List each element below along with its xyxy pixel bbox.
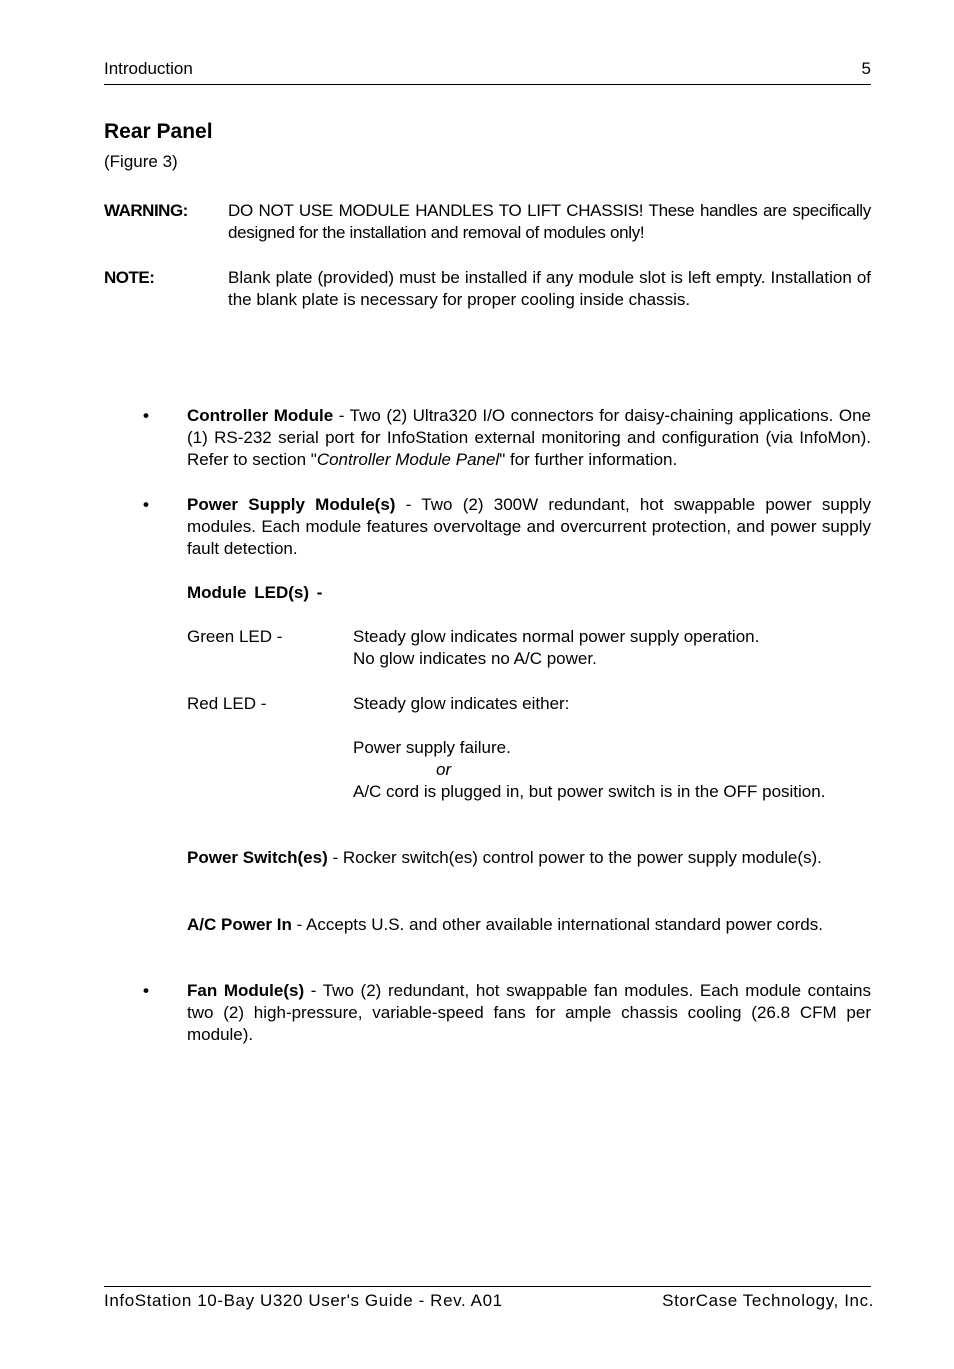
bullet-controller: • [143,406,149,425]
running-header-section: Introduction [104,59,193,78]
ac-power-text: - Accepts U.S. and other available international standard power cords. [291,915,823,934]
power-switch-text: - Rocker switch(es) control power to the power supply module(s). [327,848,822,867]
controller-module-paragraph [187,405,871,471]
fan-module-paragraph [187,980,871,1046]
footer-rule [104,1286,871,1287]
module-leds-heading: Module LED(s) - [187,583,323,602]
controller-module-term: Controller Module [187,406,334,425]
ac-power-paragraph [187,914,871,936]
controller-module-panel-ref: Controller Module Panel [316,450,500,469]
warning-text: DO NOT USE MODULE HANDLES TO LIFT CHASSIS! These handles are specifically designed for the installation and removal of modules only! [228,201,871,242]
note-text: Blank plate (provided) must be installed if any module slot is left empty. Installation of the blank plate is necessary for proper cooling inside chassis. [228,268,871,309]
section-title: Rear Panel [104,120,213,143]
green-led-line1: Steady glow indicates normal power supply operation. [353,627,760,646]
red-led-or: or [436,760,452,779]
red-led-option2: A/C cord is plugged in, but power switch is in the OFF position. [353,782,826,801]
bullet-fan: • [143,981,149,1000]
fan-module-text: - Two (2) redundant, hot swappable fan modules. Each module contains two (2) high-pressure, variable-speed fans for ample chassis cooling (26.8 CFM per module). [187,981,871,1044]
power-switch-term: Power Switch(es) [187,848,328,867]
fan-module-term: Fan Module(s) [187,981,305,1000]
red-led-label: Red LED - [187,694,267,713]
note-label: NOTE: [104,268,155,287]
bullet-power-supply: • [143,495,149,514]
warning-label: WARNING: [104,201,188,220]
power-supply-term: Power Supply Module(s) [187,495,396,514]
page-number: 5 [861,59,871,78]
green-led-label: Green LED - [187,627,283,646]
power-supply-text: - Two (2) 300W redundant, hot swappable power supply modules. Each module features overvoltage and overcurrent protection, and power supply fault detection. [187,495,872,558]
controller-module-text-a: - Two (2) Ultra320 I/O connectors for daisy-chaining applications. One (1) RS-232 serial port for InfoStation external monitoring and configuration (via InfoMon). Refer to section " [187,406,871,469]
green-led-line2: No glow indicates no A/C power. [353,649,597,668]
red-led-option1: Power supply failure. [353,738,511,757]
footer-company: StorCase Technology, Inc. [662,1291,874,1310]
power-switch-paragraph [187,847,871,869]
power-supply-paragraph [187,494,871,560]
footer-guide-title: InfoStation 10-Bay U320 User's Guide - Rev. A01 [104,1291,503,1310]
ac-power-term: A/C Power In [187,915,292,934]
red-led-line1: Steady glow indicates either: [353,694,570,713]
header-rule [104,84,871,85]
figure-reference: (Figure 3) [104,152,178,171]
controller-module-text-b: " for further information. [499,450,678,469]
